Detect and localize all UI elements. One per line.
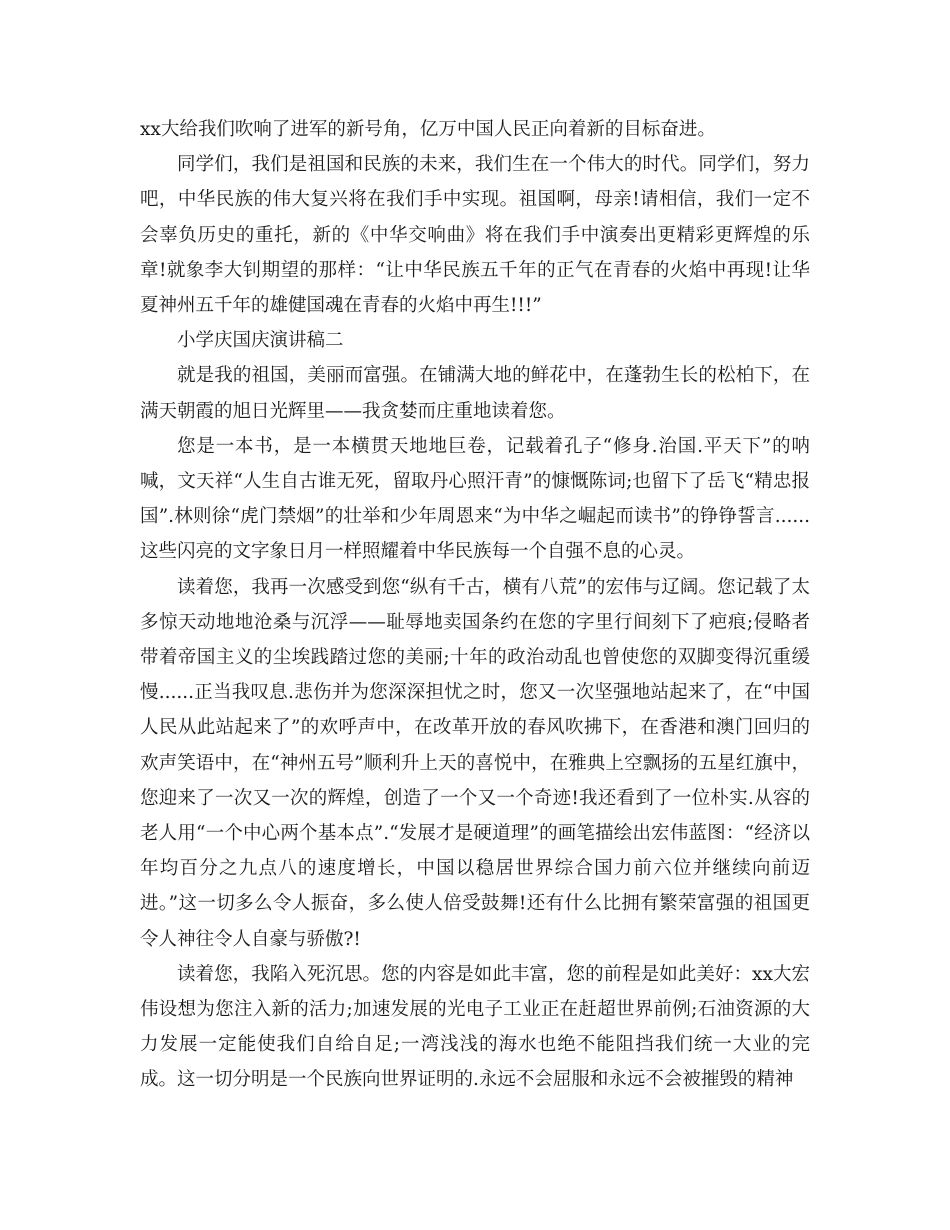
section-heading: 小学庆国庆演讲稿二 [177,330,344,352]
paragraph-5: 读着您，我再一次感受到您“纵有千古，横有八荒”的宏伟与辽阔。您记载了太多惊天动地地沧桑与沉浮——耻辱地卖国条约在您的字里行间刻下了疤痕;侵略者带着帝国主义的尘埃践踏过您的美丽;十年的政治动乱也曾使您的双脚变得沉重缓慢......正当我叹息.悲伤并为您深深担忧之时，您又一次坚强地站起来了，在“中国人民从此站起来了”的欢呼声中，在改革开放的春风吹拂下，在香港和澳门回归的欢声笑语中，在“神州五号”顺利升上天的喜悦中，在雅典上空飘扬的五星红旗中，您迎来了一次又一次的辉煌，创造了一个又一个奇迹!我还看到了一位朴实.从容的老人用“一个中心两个基本点”.“发展才是硬道理”的画笔描绘出宏伟蓝图：“经济以年均百分之九点八的速度增长，中国以稳居世界综合国力前六位并继续向前迈进。”这一切多么令人振奋，多么使人倍受鼓舞!还有什么比拥有繁荣富强的祖国更令人神往令人自豪与骄傲?! [140,576,810,950]
paragraph-3: 就是我的祖国，美丽而富强。在铺满大地的鲜花中，在蓬勃生长的松柏下，在满天朝霞的旭日光辉里——我贪婪而庄重地读着您。 [140,365,810,422]
paragraph-6: 读着您，我陷入死沉思。您的内容是如此丰富，您的前程是如此美好：xx大宏伟设想为您注入新的活力;加速发展的光电子工业正在赶超世界前例;石油资源的大力发展一定能使我们自给自足;一湾浅浅的海水也绝不能阻挡我们统一大业的完成。这一切分明是一个民族向世界证明的.永远不会屈服和永远不会被摧毁的精神 [140,963,810,1091]
paragraph-2: 同学们，我们是祖国和民族的未来，我们生在一个伟大的时代。同学们，努力吧，中华民族的伟大复兴将在我们手中实现。祖国啊，母亲!请相信，我们一定不会辜负历史的重托，新的《中华交响曲》将在我们手中演奏出更精彩更辉煌的乐章!就象李大钊期望的那样：“让中华民族五千年的正气在青春的火焰中再现!让华夏神州五千年的雄健国魂在青春的火焰中再生!!!” [140,154,810,317]
paragraph-4: 您是一本书，是一本横贯天地地巨卷，记载着孔子“修身.治国.平天下”的呐喊，文天祥“人生自古谁无死，留取丹心照汗青”的慷慨陈词;也留下了岳飞“精忠报国”.林则徐“虎门禁烟”的壮举和少年周恩来“为中华之崛起而读书”的铮铮誓言......这些闪亮的文字象日月一样照耀着中华民族每一个自强不息的心灵。 [140,435,810,563]
paragraph-1: xx大给我们吹响了进军的新号角，亿万中国人民正向着新的目标奋进。 [140,119,716,140]
document-body [140,112,810,1098]
